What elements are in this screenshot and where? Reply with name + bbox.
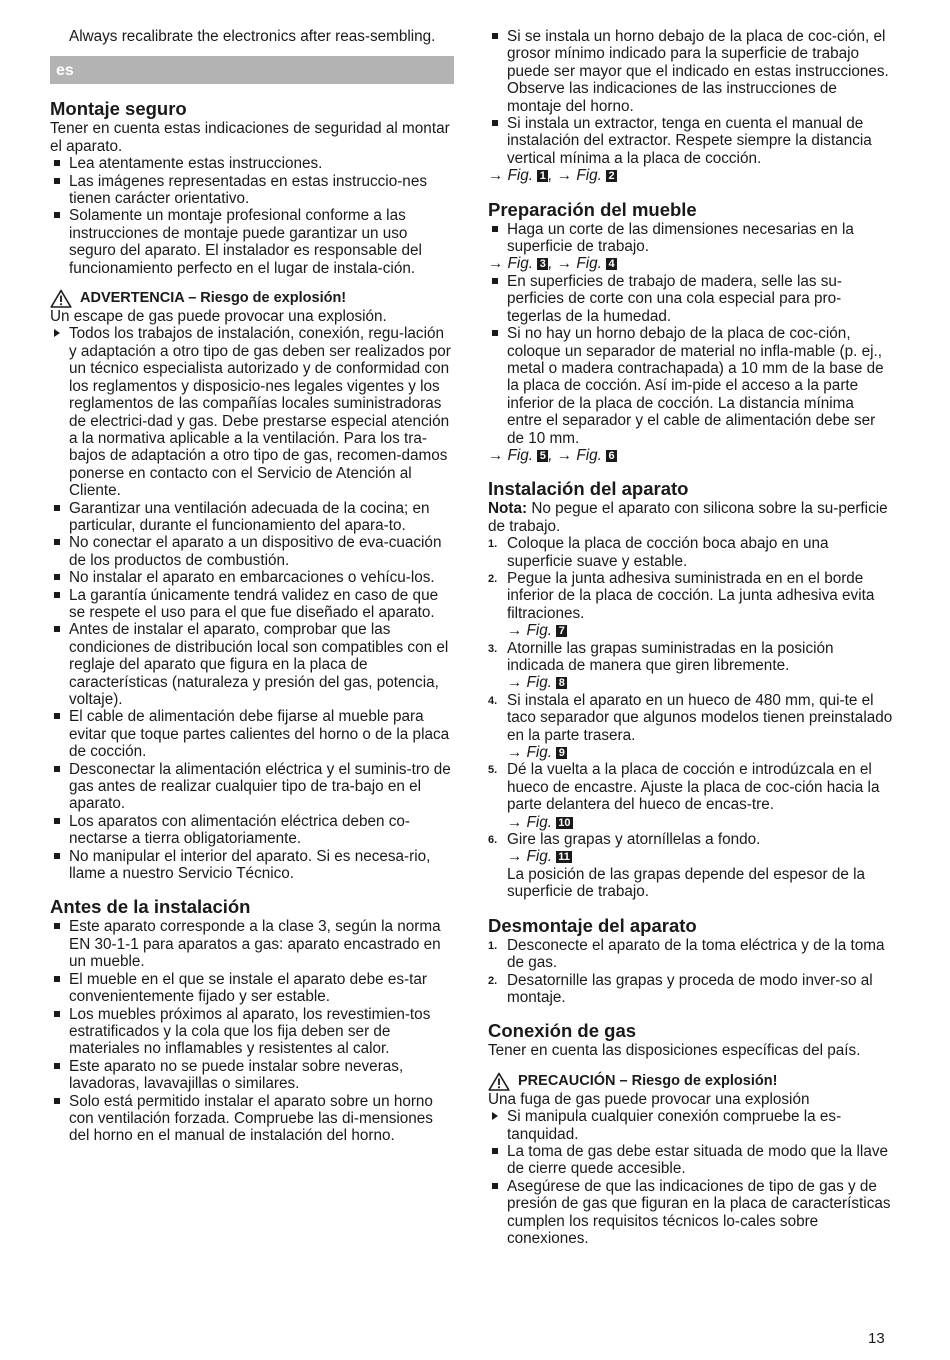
step-item: 1. Coloque la placa de cocción boca abajo en una superficie suave y estable. [488, 535, 829, 570]
square-bullet-icon [492, 120, 498, 126]
step-item: 6. Gire las grapas y atorníllelas a fondo. → Fig. 11 La posición de las grapas depende del espesor de la superficie de trabajo. [488, 831, 893, 901]
square-bullet-icon [54, 160, 60, 166]
section-desmontaje-aparato [488, 915, 893, 1007]
list-item: La toma de gas debe estar situada de modo que la llave de cierre quede accesible. [488, 1143, 893, 1178]
figure-number-badge: 6 [606, 450, 617, 462]
arrow-icon: → [488, 446, 504, 464]
caution-text: Una fuga de gas puede provocar una explosión [488, 1090, 810, 1108]
section-conexion-gas [488, 1020, 893, 1247]
step-number: 1. [488, 939, 498, 952]
list-item: El cable de alimentación debe fijarse al mueble para evitar que toque partes calientes del horno o de la placa de cocción. [50, 708, 454, 760]
step-number: 6. [488, 834, 498, 847]
bullet-list [488, 221, 893, 256]
list-item: Si instala un extractor, tenga en cuenta el manual de instalación del extractor. Respete siempre la distancia vertical mínima a la placa de cocción. [488, 115, 893, 167]
step-item: 2. Desatornille las grapas y proceda de modo inver-so al montaje. [488, 971, 873, 1006]
step-item: 4. Si instala el aparato en un hueco de 480 mm, qui-te el taco separador que algunos modelos tienen preinstalado en la parte trasera. → Fig. 9 [488, 691, 893, 762]
step-number: 4. [488, 694, 498, 707]
warning-title: ADVERTENCIA – Riesgo de explosión! [50, 289, 454, 308]
figure-reference: → Fig. 11 [507, 848, 570, 866]
list-item: Haga un corte de las dimensiones necesarias en la superficie de trabajo. [488, 221, 893, 256]
figure-reference: → Fig. 9 [507, 744, 893, 761]
figure-number-badge: 2 [606, 170, 617, 182]
figure-number-badge: 3 [537, 258, 548, 270]
note-label: Nota: [488, 500, 528, 518]
warning-text: Un escape de gas puede provocar una explosión. [50, 308, 387, 326]
list-item: En superficies de trabajo de madera, selle las su-perficies de corte con una cola especial para pro-tegerlas de la humedad. [488, 273, 893, 325]
square-bullet-icon [492, 226, 498, 232]
step-number: 2. [488, 572, 498, 585]
figure-number-badge: 9 [556, 747, 567, 759]
figure-reference: → Fig. 3 , → Fig. 4 [488, 255, 893, 272]
figure-number-badge: 11 [558, 851, 570, 864]
list-item: El mueble en el que se instale el aparato debe es-tar convenientemente fijado y ser estable. [50, 971, 454, 1006]
step-item: 1. Desconecte el aparato de la toma eléctrica y de la toma de gas. [488, 936, 885, 972]
figure-number-badge: 8 [556, 677, 567, 689]
figure-reference: → Fig. 8 [507, 674, 893, 691]
triangle-bullet-icon [492, 1112, 498, 1120]
warning-triangle-icon [50, 289, 72, 308]
numbered-list [488, 937, 893, 1007]
warning-triangle-icon [488, 1072, 510, 1091]
figure-number-badge: 4 [606, 258, 617, 270]
arrow-icon: → [507, 674, 523, 692]
figure-number-badge: 7 [556, 625, 567, 637]
list-item: Asegúrese de que las indicaciones de tipo de gas y de presión de gas que figuran en la placa de características cumplen los requisitos técnicos lo-cales sobre conexiones. [488, 1178, 893, 1248]
list-item: No manipular el interior del aparato. Si es necesa-rio, llame a nuestro Servicio Técnico. [50, 848, 454, 883]
step-item: 2. Pegue la junta adhesiva suministrada en en el borde inferior de la placa de cocción. La junta adhesiva evita filtraciones. → Fig. 7 [488, 570, 893, 640]
section-heading: Antes de la instalación [50, 896, 251, 918]
square-bullet-icon [54, 592, 60, 598]
list-item: Desconectar la alimentación eléctrica y el suminis-tro de gas antes de realizar cualquier tipo de tra-bajo en el aparato. [50, 761, 454, 813]
bullet-list [50, 918, 454, 1144]
intro-line: Always recalibrate the electronics after reas-sembling. [69, 28, 436, 45]
square-bullet-icon [492, 330, 498, 336]
arrow-icon: → [507, 813, 523, 831]
bullet-list [488, 1108, 893, 1247]
action-item: Si manipula cualquier conexión compruebe la es-tanquidad. [488, 1108, 893, 1143]
section-preparacion-mueble [488, 199, 893, 465]
step-item: 5. Dé la vuelta a la placa de cocción e introdúzcala en el hueco de encastre. Ajuste la placa de coc-ción hacia la parte delantera del hueco de encas-tre. → Fig. 10 [488, 761, 893, 831]
list-item: Solamente un montaje profesional conforme a las instrucciones de montaje puede garantizar un uso seguro del aparato. El instalador es responsable del funcionamiento perfecto en el lugar de instala-ción. [50, 207, 454, 277]
figure-reference: → Fig. 1 , → Fig. 2 [488, 167, 893, 184]
square-bullet-icon [54, 853, 60, 859]
list-item: No conectar el aparato a un dispositivo de eva-cuación de los productos de combustión. [50, 534, 454, 569]
arrow-icon: → [556, 255, 573, 273]
square-bullet-icon [492, 1148, 498, 1154]
list-item: Garantizar una ventilación adecuada de la cocina; en particular, durante el funcionamiento del apara-to. [50, 500, 454, 535]
section-intro: Tener en cuenta las disposiciones específicas del país. [488, 1042, 861, 1060]
list-item: Antes de instalar el aparato, comprobar que las condiciones de distribución local son compatibles con el reglaje del aparato que figura en la placa de características (naturaleza y presión del gas, potencia, voltaje). [50, 621, 454, 708]
figure-reference: → Fig. 7 [507, 622, 893, 639]
triangle-bullet-icon [54, 329, 60, 337]
arrow-icon: → [488, 167, 504, 185]
section-intro: Tener en cuenta estas indicaciones de seguridad al montar el aparato. [50, 120, 450, 155]
bullet-list [488, 273, 893, 447]
numbered-list [488, 535, 893, 901]
figure-number-badge: 1 [537, 170, 548, 182]
bullet-list [488, 28, 893, 167]
action-item: Todos los trabajos de instalación, conexión, regu-lación y adaptación a otro tipo de gas deben ser realizados por un técnico especialista autorizado y de conformidad con los reglamentos y disposicio-nes legales vigentes y los reglamentos de las compañías locales suministradoras de electrici-dad y gas. Debe prestarse especial atención a la normativa aplicable a la ventilación. Para los tra-bajos de adaptación a otro tipo de gas, recomen-damos ponerse en contacto con el Servicio de Atención al Cliente. [50, 325, 454, 499]
note: Nota: No pegue el aparato con silicona sobre la su-perficie de trabajo. [488, 500, 888, 535]
square-bullet-icon [54, 1098, 60, 1104]
list-item: La garantía únicamente tendrá validez en caso de que se respete el uso para el que fue diseñado el aparato. [50, 587, 454, 622]
square-bullet-icon [54, 976, 60, 982]
list-item: Este aparato no se puede instalar sobre neveras, lavadoras, lavavajillas o similares. [50, 1058, 454, 1093]
list-item: Solo está permitido instalar el aparato sobre un horno con ventilación forzada. Compruebe las di-mensiones del horno en el manual de instalación del horno. [50, 1093, 454, 1145]
list-item: No instalar el aparato en embarcaciones o vehícu-los. [50, 569, 454, 586]
step-note: La posición de las grapas depende del espesor de la superficie de trabajo. [507, 865, 866, 901]
step-number: 1. [488, 538, 498, 551]
bullet-list [50, 155, 454, 277]
list-item: Las imágenes representadas en estas instruccio-nes tienen carácter orientativo. [50, 173, 454, 208]
left-column [50, 28, 454, 1145]
section-heading: Desmontaje del aparato [488, 914, 697, 936]
section-heading: Instalación del aparato [488, 478, 689, 500]
square-bullet-icon [54, 923, 60, 929]
section-heading: Conexión de gas [488, 1020, 637, 1042]
figure-number-badge: 10 [558, 816, 571, 829]
section-instalacion-aparato [488, 478, 893, 900]
arrow-icon: → [556, 446, 573, 464]
step-number: 5. [488, 764, 498, 777]
bullet-list [50, 325, 454, 882]
square-bullet-icon [492, 1183, 498, 1189]
square-bullet-icon [492, 278, 498, 284]
arrow-icon: → [507, 744, 523, 762]
caution-title: PRECAUCIÓN – Riesgo de explosión! [488, 1072, 893, 1091]
square-bullet-icon [54, 626, 60, 632]
square-bullet-icon [54, 178, 60, 184]
arrow-icon: → [488, 255, 504, 273]
warning-block [50, 289, 454, 882]
step-number: 2. [488, 974, 498, 987]
list-item: Los muebles próximos al aparato, los revestimien-tos estratificados y la cola que los fija deben ser de materiales no inflamables y resistentes al calor. [50, 1006, 454, 1058]
section-heading: Montaje seguro [50, 98, 187, 120]
language-code: es [56, 62, 74, 80]
figure-reference: → Fig. 10 [507, 813, 571, 831]
arrow-icon: → [507, 622, 523, 640]
list-item: Si no hay un horno debajo de la placa de coc-ción, coloque un separador de material no infla-mable (p. ej., metal o madera contrachapada) a 10 mm de la base de la placa de cocción. Así im-pide el acceso a la parte inferior de la placa de cocción. La distancia mínima entre el separador y el cable de alimentación debe ser de 10 mm. [488, 325, 893, 447]
page-number: 13 [868, 1330, 885, 1347]
square-bullet-icon [54, 1063, 60, 1069]
figure-number-badge: 5 [537, 450, 548, 462]
section-antes-instalacion [50, 896, 454, 1144]
list-item: Este aparato corresponde a la clase 3, según la norma EN 30-1-1 para aparatos a gas: aparato encastrado en un mueble. [50, 918, 454, 970]
square-bullet-icon [54, 539, 60, 545]
square-bullet-icon [54, 212, 60, 218]
step-number: 3. [488, 642, 498, 655]
section-heading: Preparación del mueble [488, 198, 697, 220]
step-item: 3. Atornille las grapas suministradas en la posición indicada de manera que giren libremente. → Fig. 8 [488, 640, 893, 692]
section-montaje-seguro [50, 98, 454, 277]
square-bullet-icon [54, 505, 60, 511]
figure-reference: → Fig. 5 , → Fig. 6 [488, 447, 893, 464]
arrow-icon: → [507, 848, 523, 866]
square-bullet-icon [54, 1011, 60, 1017]
square-bullet-icon [54, 713, 60, 719]
language-bar [50, 56, 454, 84]
square-bullet-icon [54, 766, 60, 772]
list-item: Lea atentamente estas instrucciones. [50, 155, 454, 172]
square-bullet-icon [492, 33, 498, 39]
right-column [488, 28, 893, 1247]
square-bullet-icon [54, 818, 60, 824]
list-item: Si se instala un horno debajo de la placa de coc-ción, el grosor mínimo indicado para la superficie de trabajo puede ser mayor que el indicado en estas instrucciones. Observe las indicaciones de las instrucciones de montaje del horno. [488, 28, 893, 115]
list-item: Los aparatos con alimentación eléctrica deben co-nectarse a tierra obligatoriamente. [50, 813, 454, 848]
arrow-icon: → [556, 167, 573, 185]
square-bullet-icon [54, 574, 60, 580]
